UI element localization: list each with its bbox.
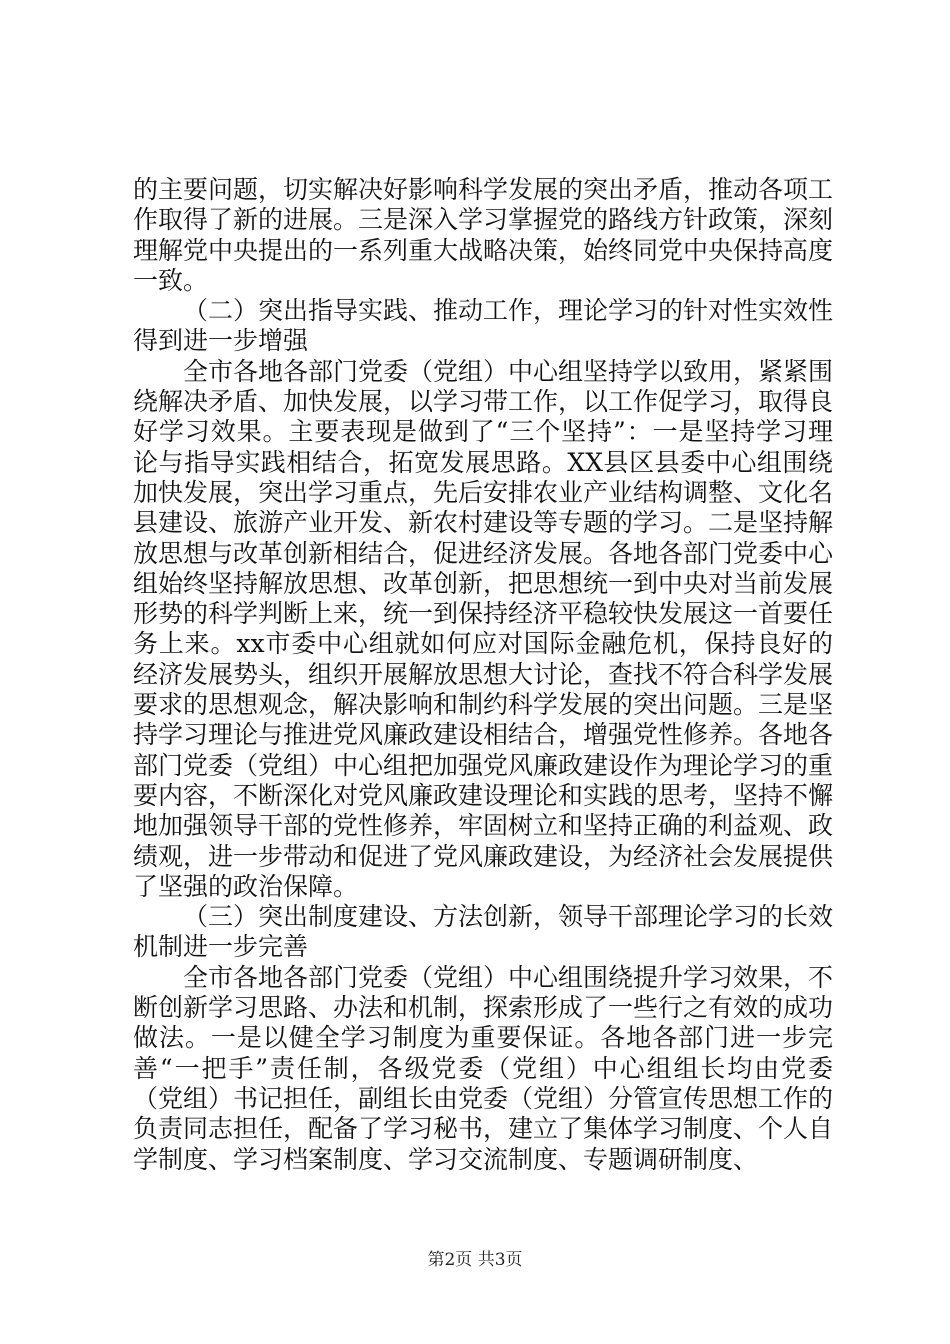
document-body: [133, 175, 833, 1175]
paragraph-section-3: 全市各地各部门党委（党组）中心组围绕提升学习效果，不断创新学习思路、办法和机制，探索形成了一些行之有效的成功做法。一是以健全学习制度为重要保证。各地各部门进一步完善“一把手”责任制，各级党委（党组）中心组组长均由党委（党组）书记担任，副组长由党委（党组）分管宣传思想工作的负责同志担任，配备了学习秘书，建立了集体学习制度、个人自学制度、学习档案制度、学习交流制度、专题调研制度、: [133, 962, 834, 1174]
section-heading-2: （二）突出指导实践、推动工作，理论学习的针对性实效性得到进一步增强: [133, 296, 834, 356]
paragraph-continued: 的主要问题，切实解决好影响科学发展的突出矛盾，推动各项工作取得了新的进展。三是深入学习掌握党的路线方针政策，深刻理解党中央提出的一系列重大战略决策，始终同党中央保持高度一致。: [133, 175, 834, 295]
paragraph-section-2: 全市各地各部门党委（党组）中心组坚持学以致用，紧紧围绕解决矛盾、加快发展，以学习带工作，以工作促学习，取得良好学习效果。主要表现是做到了“三个坚持”：一是坚持学习理论与指导实践相结合，拓宽发展思路。XX县区县委中心组围绕加快发展，突出学习重点，先后安排农业产业结构调整、文化名县建设、旅游产业开发、新农村建设等专题的学习。二是坚持解放思想与改革创新相结合，促进经济发展。各地各部门党委中心组始终坚持解放思想、改革创新，把思想统一到中央对当前发展形势的科学判断上来，统一到保持经济平稳较快发展这一首要任务上来。xx市委中心组就如何应对国际金融危机，保持良好的经济发展势头，组织开展解放思想大讨论，查找不符合科学发展要求的思想观念，解决影响和制约科学发展的突出问题。三是坚持学习理论与推进党风廉政建设相结合，增强党性修养。各地各部门党委（党组）中心组把加强党风廉政建设作为理论学习的重要内容，不断深化对党风廉政建设理论和实践的思考，坚持不懈地加强领导干部的党性修养，牢固树立和坚持正确的利益观、政绩观，进一步带动和促进了党风廉政建设，为经济社会发展提供了坚强的政治保障。: [133, 356, 834, 901]
section-heading-3: （三）突出制度建设、方法创新，领导干部理论学习的长效机制进一步完善: [133, 902, 834, 962]
page-footer: 第2页 共3页: [427, 1250, 523, 1270]
